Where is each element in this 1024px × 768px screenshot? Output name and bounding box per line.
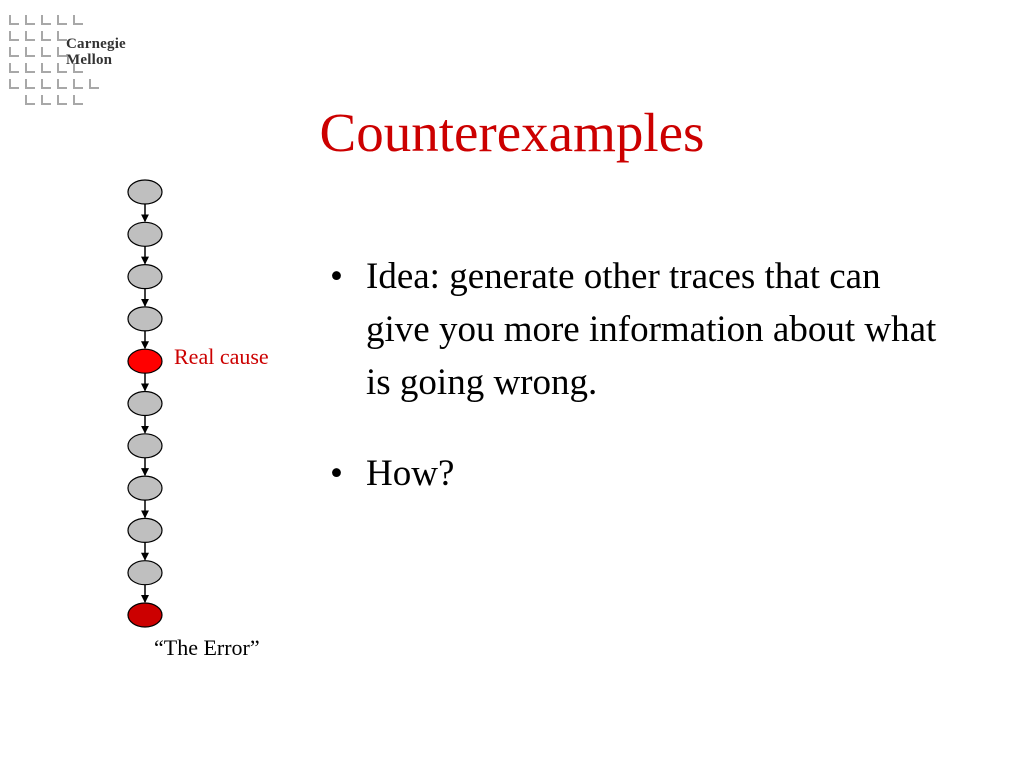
- trace-state: [128, 392, 162, 416]
- bullet-item-idea: [324, 250, 984, 409]
- bullet-text: How?: [366, 453, 455, 494]
- trace-state-error: [128, 603, 162, 627]
- logo-text-mellon: Mellon: [66, 52, 113, 68]
- carnegie-mellon-logo: [4, 10, 144, 110]
- real-cause-label: Real cause: [174, 344, 269, 369]
- trace-state: [128, 265, 162, 289]
- the-error-label: “The Error”: [154, 635, 260, 660]
- bullet-text: Idea: generate other traces that can give you more information about what is going wrong.: [366, 256, 937, 403]
- slide-title: Counterexamples: [319, 102, 705, 163]
- trace-state: [128, 434, 162, 458]
- bullet-marker: •: [330, 453, 343, 494]
- trace-state: [128, 180, 162, 204]
- bullet-marker: •: [330, 256, 343, 297]
- logo-text-carnegie: Carnegie: [66, 36, 126, 52]
- trace-state: [128, 476, 162, 500]
- trace-state: [128, 307, 162, 331]
- trace-state: [128, 561, 162, 585]
- bullet-item-how: [324, 447, 984, 500]
- bullet-list: [324, 250, 984, 500]
- trace-state: [128, 222, 162, 246]
- trace-state: [128, 518, 162, 542]
- trace-state-real-cause: [128, 349, 162, 373]
- counterexample-trace-diagram: [110, 170, 310, 670]
